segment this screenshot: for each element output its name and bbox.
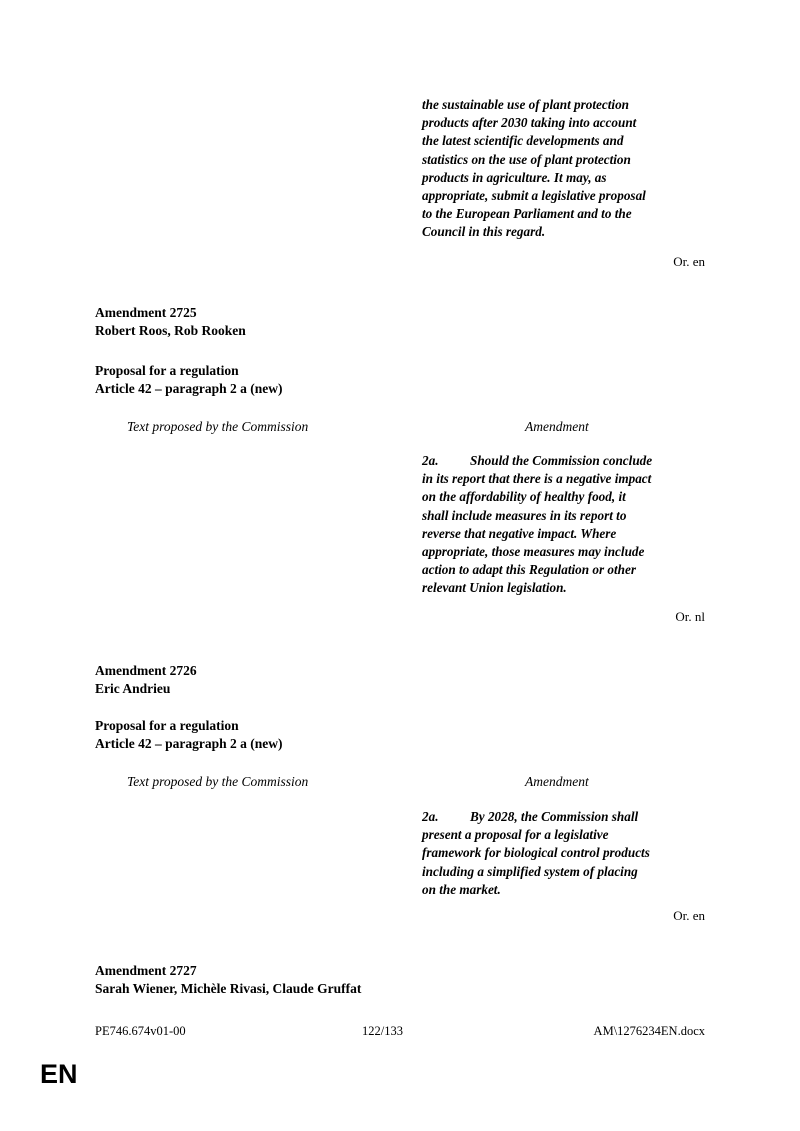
text-line: to the European Parliament and to the <box>422 206 632 222</box>
original-language: Or. nl <box>675 609 705 624</box>
text-line: on the affordability of healthy food, it <box>422 489 626 505</box>
amendment-text <box>422 452 722 598</box>
proposal-reference <box>95 717 282 752</box>
proposal-title: Proposal for a regulation <box>95 718 239 733</box>
proposal-reference <box>95 362 282 397</box>
text-line: statistics on the use of plant protection <box>422 151 631 167</box>
document-reference: PE746.674v01-00 <box>95 1024 186 1038</box>
text-line: 2a. By 2028, the Commission shall <box>422 808 722 826</box>
amendment-authors: Eric Andrieu <box>95 680 171 696</box>
amendment-number: Amendment 2726 <box>95 663 197 678</box>
text-line: Council in this regard. <box>422 224 546 240</box>
text-line: relevant Union legislation. <box>422 580 567 596</box>
text-line: action to adapt this Regulation or other <box>422 562 636 578</box>
text-line: on the market. <box>422 881 501 897</box>
column-header-amendment: Amendment <box>525 419 589 434</box>
text-line: the sustainable use of plant protection <box>422 97 629 112</box>
amendment-heading <box>95 962 361 997</box>
original-language: Or. en <box>673 254 705 269</box>
continuation-amendment-text <box>422 96 722 242</box>
amendment-authors: Robert Roos, Rob Rooken <box>95 322 246 338</box>
original-language: Or. en <box>673 908 705 923</box>
amendment-number: Amendment 2727 <box>95 963 197 978</box>
amendment-authors: Sarah Wiener, Michèle Rivasi, Claude Gruffat <box>95 980 362 996</box>
text-line: the latest scientific developments and <box>422 133 624 149</box>
text-line: appropriate, submit a legislative proposal <box>422 188 646 204</box>
column-header-commission: Text proposed by the Commission <box>127 419 309 434</box>
amendment-heading <box>95 304 246 339</box>
proposal-title: Proposal for a regulation <box>95 363 239 378</box>
paragraph-label: 2a. <box>422 809 439 824</box>
amendment-text <box>422 808 722 899</box>
article-reference: Article 42 – paragraph 2 a (new) <box>95 735 283 751</box>
article-reference: Article 42 – paragraph 2 a (new) <box>95 380 283 396</box>
amendment-number: Amendment 2725 <box>95 305 197 320</box>
text-line: in its report that there is a negative impact <box>422 471 652 487</box>
text-line: reverse that negative impact. Where <box>422 525 617 541</box>
column-header-amendment: Amendment <box>525 774 589 789</box>
amendment-heading <box>95 662 197 697</box>
text-line: including a simplified system of placing <box>422 863 638 879</box>
text-line: appropriate, those measures may include <box>422 544 645 560</box>
text-line: products after 2030 taking into account <box>422 115 637 131</box>
file-name: AM\1276234EN.docx <box>593 1024 705 1038</box>
text-line: shall include measures in its report to <box>422 507 627 523</box>
text-line: products in agriculture. It may, as <box>422 169 607 185</box>
text-line: 2a. Should the Commission conclude <box>422 452 722 470</box>
page-number: 122/133 <box>362 1024 403 1038</box>
paragraph-label: 2a. <box>422 453 439 468</box>
language-mark: EN <box>40 1059 78 1089</box>
text-line: framework for biological control products <box>422 845 650 861</box>
column-header-commission: Text proposed by the Commission <box>127 774 309 789</box>
text-line: present a proposal for a legislative <box>422 827 609 843</box>
